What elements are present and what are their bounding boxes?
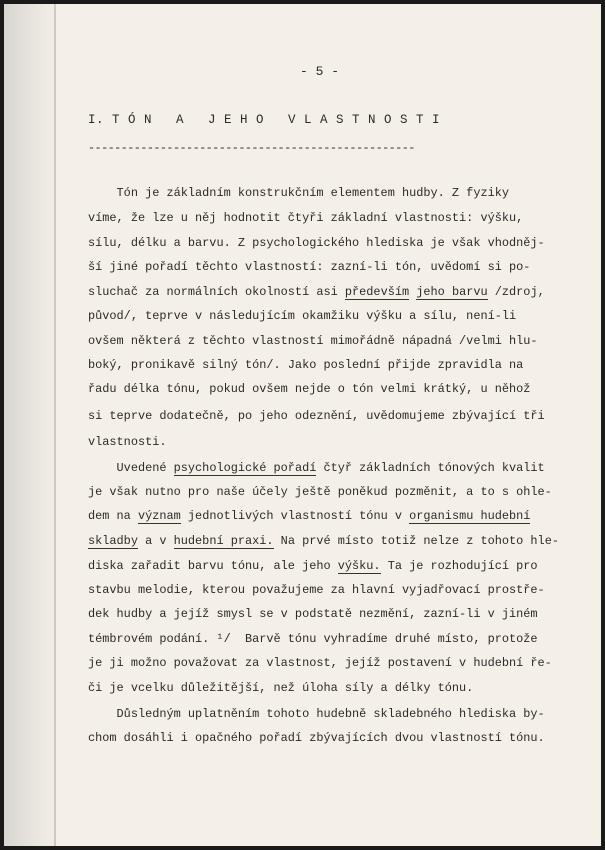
text-line	[88, 509, 530, 523]
text-line	[88, 435, 167, 449]
underlined-phrase: organismu hudební	[409, 509, 531, 523]
text-segment: ovšem některá z těchto vlastností mimořádně nápadná /velmi hlu-	[88, 334, 538, 348]
text-segment: je však nutno pro naše účely ještě poněkud pozměnit, a to s ohle-	[88, 485, 552, 499]
text-segment: je ji možno považovat za vlastnost, jejíž postavení v hudební ře-	[88, 656, 552, 670]
text-line	[88, 309, 516, 323]
text-line	[88, 211, 523, 225]
title-underline-dashes: --------------------------------------------------	[88, 141, 415, 155]
page-number: - 5 -	[300, 64, 340, 79]
text-segment: Důsledným uplatněním tohoto hudebně skladebného hlediska by-	[88, 707, 545, 721]
text-segment: dem na	[88, 509, 138, 523]
text-line	[88, 461, 545, 475]
binding-edge	[54, 4, 56, 846]
underlined-phrase: význam	[137, 509, 181, 523]
text-line	[88, 707, 545, 721]
text-line	[88, 236, 545, 250]
text-segment: řadu délka tónu, pokud ovšem nejde o tón velmi krátký, u něhož	[88, 382, 531, 396]
text-line	[88, 334, 538, 348]
text-segment: vlastnosti.	[88, 435, 167, 449]
text-segment: boký, pronikavě silný tón/. Jako poslední přijde zpravidla na	[88, 358, 524, 372]
text-segment: sluchač za normálních okolností asi	[88, 285, 345, 299]
text-segment: stavbu melodie, kterou považujeme za hlavní vyjadřovací prostře-	[88, 583, 545, 597]
text-line	[88, 409, 545, 423]
underlined-phrase: hudební praxi.	[173, 534, 274, 548]
text-segment: sílu, délku a barvu. Z psychologického hlediska je však vhodněj-	[88, 236, 545, 250]
text-segment: původ/, teprve v následujícím okamžiku výšku a sílu, není-li	[88, 309, 517, 323]
text-line	[88, 285, 545, 299]
underlined-phrase: jeho barvu	[416, 285, 488, 299]
text-segment: víme, že lze u něj hodnotit čtyři základní vlastnosti: výšku,	[88, 211, 524, 225]
text-line	[88, 260, 530, 274]
document-page	[4, 4, 601, 846]
text-segment: /zdroj,	[487, 285, 545, 299]
text-line	[88, 382, 530, 396]
text-segment: či je vcelku důležitější, než úloha síly a délky tónu.	[88, 681, 474, 695]
text-line	[88, 656, 552, 670]
text-line	[88, 559, 538, 573]
text-line	[88, 681, 473, 695]
chapter-title: I. T Ó N A J E H O V L A S T N O S T I	[88, 113, 441, 127]
text-segment: Uvedené	[88, 461, 174, 475]
text-segment: si teprve dodatečně, po jeho odeznění, uvědomujeme zbývající tři	[88, 409, 545, 423]
text-line	[88, 534, 559, 548]
text-line	[88, 485, 552, 499]
text-segment: diska zařadit barvu tónu, ale jeho	[88, 559, 338, 573]
underlined-phrase: především	[344, 285, 410, 299]
text-segment: ší jiné pořadí těchto vlastností: zazní-li tón, uvědomí si po-	[88, 260, 531, 274]
text-segment: chom dosáhli i opačného pořadí zbývajících dvou vlastností tónu.	[88, 731, 545, 745]
page-binding-shadow	[4, 4, 56, 846]
text-segment: čtyř základních tónových kvalit	[316, 461, 545, 475]
text-segment: jednotlivých vlastností tónu v	[180, 509, 410, 523]
text-line	[88, 731, 545, 745]
underlined-phrase: výšku.	[337, 559, 381, 573]
text-segment: dek hudby a jejíž smysl se v podstatě nezmění, zazní-li v jiném	[88, 607, 538, 621]
text-segment: Na prvé místo totiž nelze z tohoto hle-	[273, 534, 559, 548]
text-line	[88, 583, 545, 597]
underlined-phrase: skladby	[88, 534, 138, 548]
text-segment: Tón je základním konstrukčním elementem hudby. Z fyziky	[88, 186, 509, 200]
text-line	[88, 632, 538, 646]
text-segment: témbrovém podání. ¹/ Barvě tónu vyhradíme druhé místo, protože	[88, 632, 538, 646]
text-line	[88, 186, 509, 200]
text-line	[88, 607, 538, 621]
text-segment: Ta je rozhodující pro	[380, 559, 538, 573]
text-line	[88, 358, 523, 372]
text-segment: a v	[137, 534, 174, 548]
underlined-phrase: psychologické pořadí	[173, 461, 317, 475]
